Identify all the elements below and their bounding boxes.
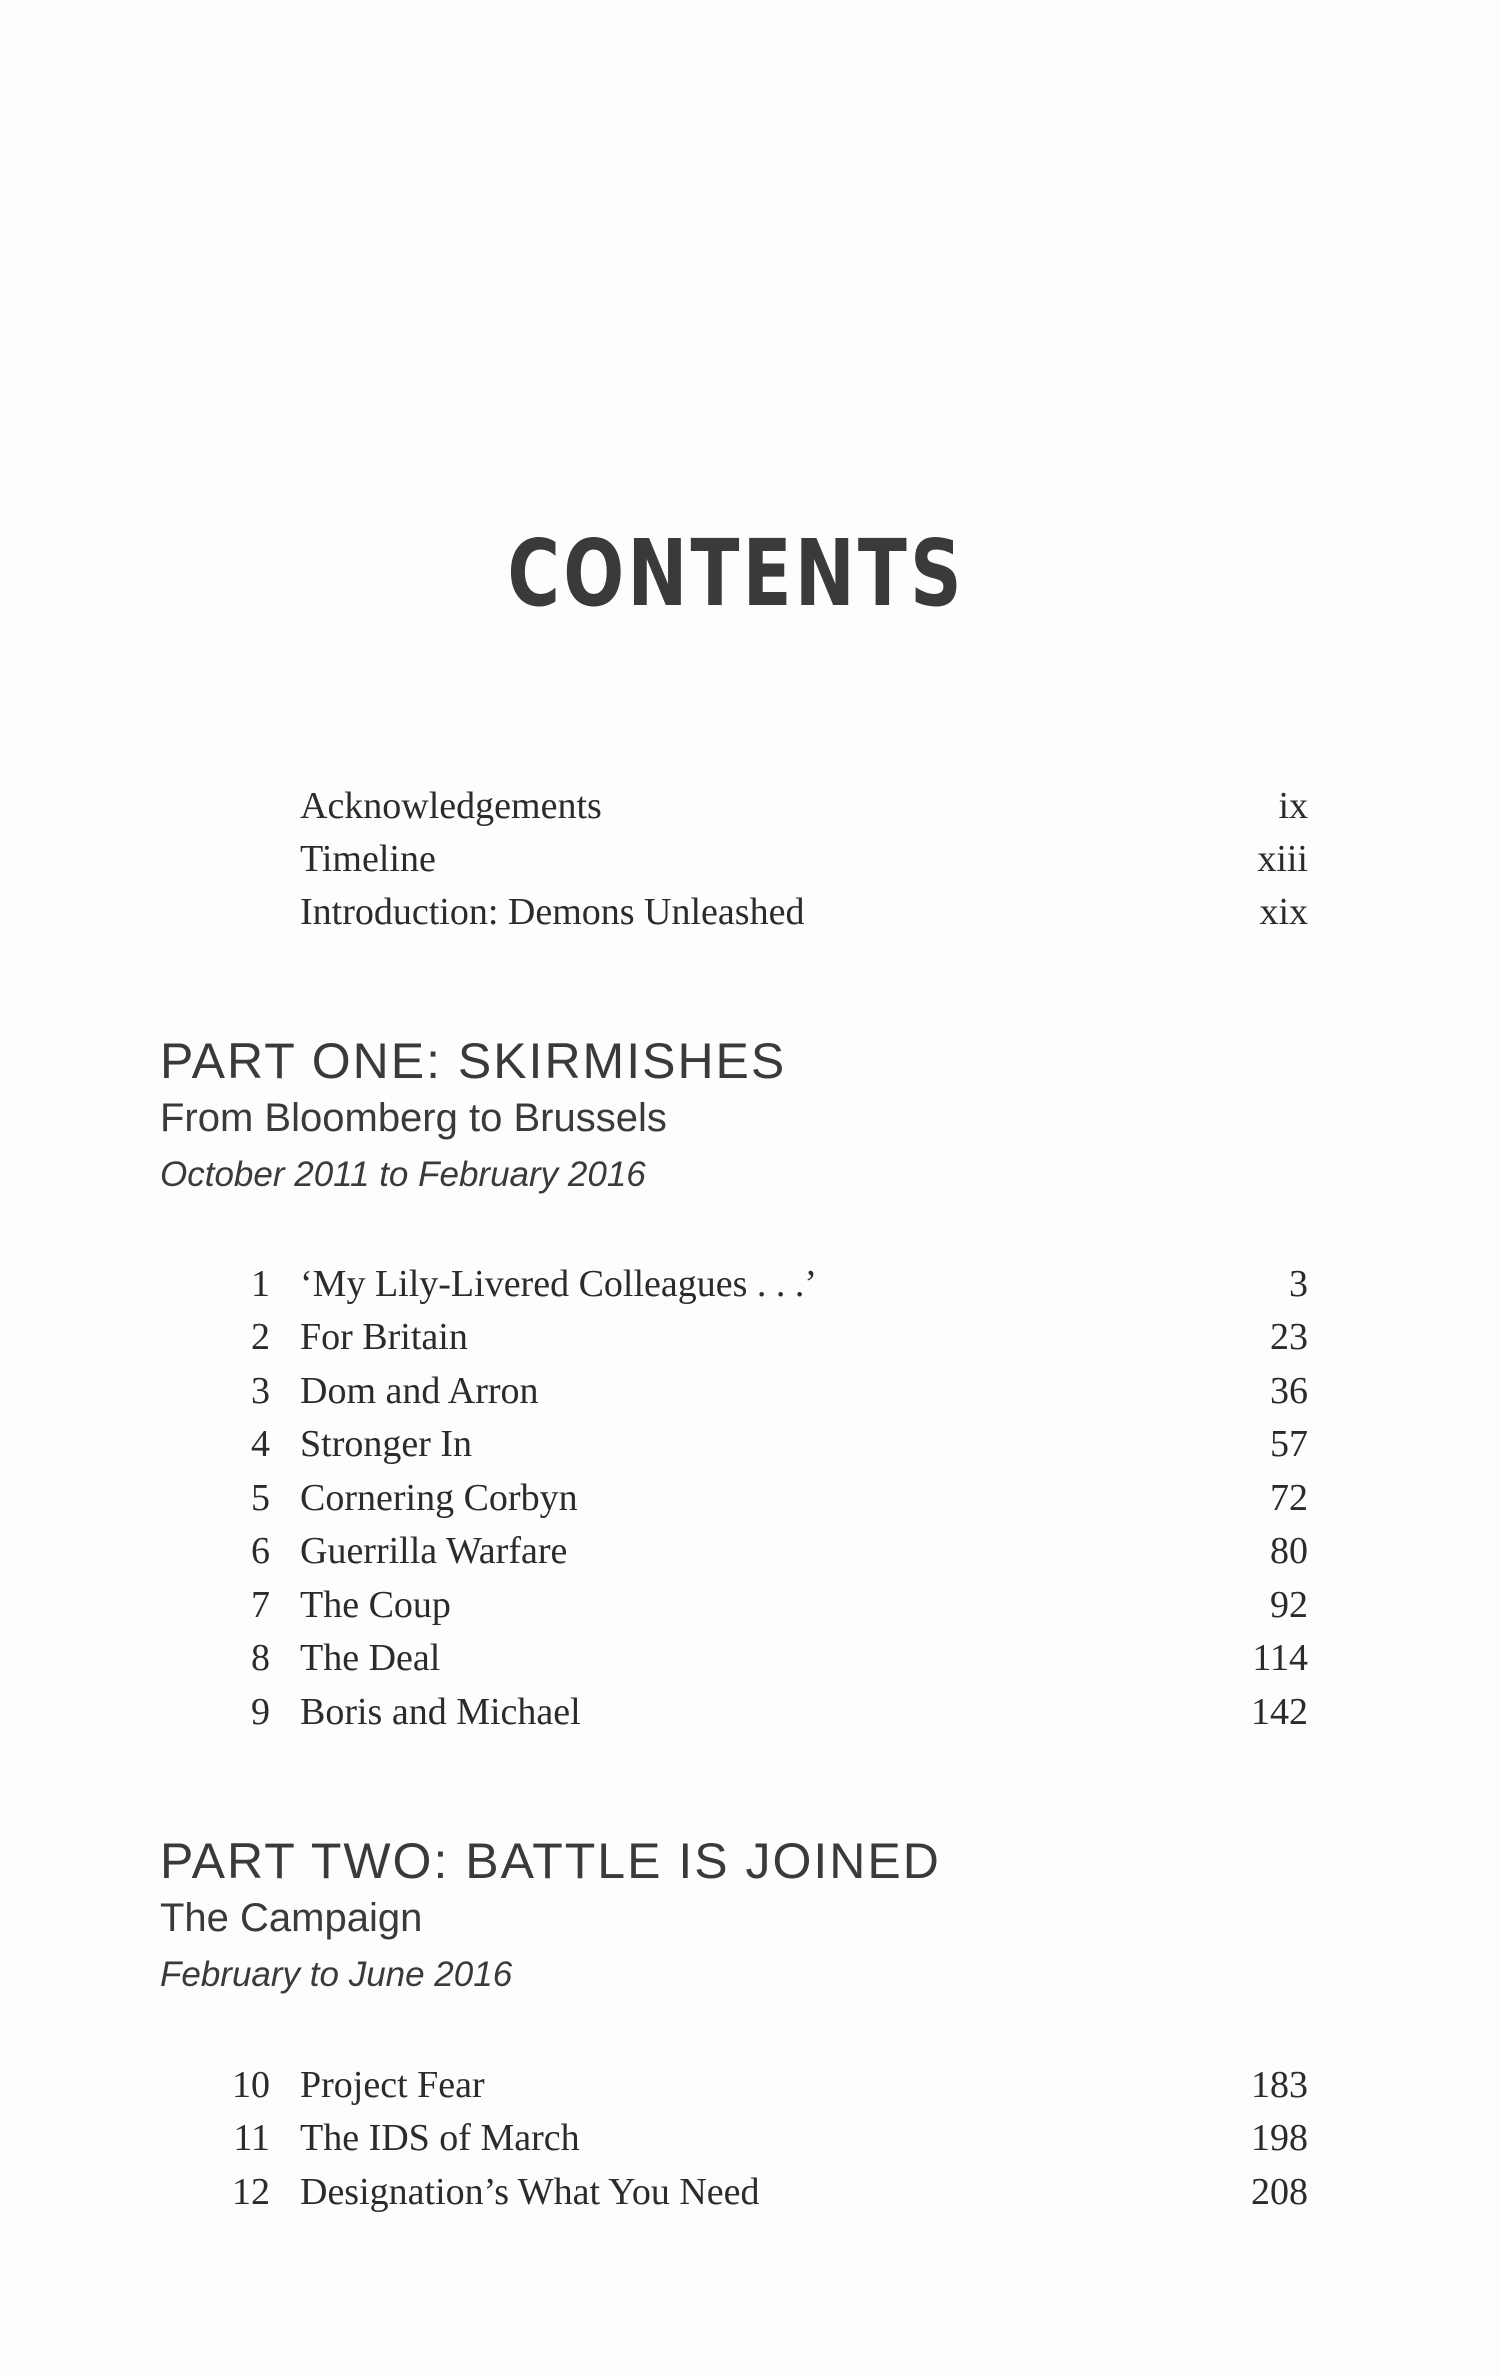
chapter-number: 8	[251, 1637, 270, 1679]
chapter-number: 7	[251, 1584, 270, 1626]
chapter-number: 12	[232, 2171, 270, 2213]
toc-entry-label: Acknowledgements	[300, 785, 602, 827]
toc-entry-timeline	[160, 834, 1308, 884]
chapter-page: 198	[1251, 2117, 1308, 2159]
chapter-number: 4	[251, 1423, 270, 1465]
chapter-number: 5	[251, 1477, 270, 1519]
chapter-entry	[160, 1580, 1308, 1630]
chapter-title: Boris and Michael	[300, 1691, 581, 1733]
chapter-entry	[160, 2060, 1308, 2110]
chapter-number: 3	[251, 1370, 270, 1412]
part-two-dates: February to June 2016	[160, 1955, 513, 1994]
chapter-title: Designation’s What You Need	[300, 2171, 760, 2213]
chapter-page: 208	[1251, 2171, 1308, 2213]
toc-entry-label: Timeline	[300, 838, 436, 880]
toc-entry-label: Introduction: Demons Unleashed	[300, 891, 805, 933]
chapter-title: Project Fear	[300, 2064, 485, 2106]
chapter-entry	[160, 1312, 1308, 1362]
chapter-entry	[160, 1366, 1308, 1416]
chapter-page: 80	[1270, 1530, 1308, 1572]
chapter-number: 1	[251, 1263, 270, 1305]
chapter-title: For Britain	[300, 1316, 468, 1358]
chapter-entry	[160, 1419, 1308, 1469]
chapter-title: Guerrilla Warfare	[300, 1530, 568, 1572]
part-one-heading: PART ONE: SKIRMISHES	[160, 1033, 787, 1089]
chapter-page: 23	[1270, 1316, 1308, 1358]
chapter-page: 57	[1270, 1423, 1308, 1465]
chapter-page: 72	[1270, 1477, 1308, 1519]
chapter-title: The Deal	[300, 1637, 441, 1679]
chapter-title: ‘My Lily-Livered Colleagues . . .’	[300, 1263, 818, 1305]
chapter-title: Dom and Arron	[300, 1370, 539, 1412]
page-title: CONTENTS	[507, 520, 965, 627]
chapter-entry	[160, 1473, 1308, 1523]
toc-entry-page: xiii	[1257, 838, 1308, 880]
part-one-subtitle: From Bloomberg to Brussels	[160, 1096, 667, 1140]
toc-entry-acknowledgements	[160, 781, 1308, 831]
part-one-dates: October 2011 to February 2016	[160, 1155, 646, 1194]
chapter-number: 6	[251, 1530, 270, 1572]
chapter-page: 183	[1251, 2064, 1308, 2106]
chapter-page: 114	[1252, 1637, 1308, 1679]
part-two-heading: PART TWO: BATTLE IS JOINED	[160, 1833, 941, 1889]
chapter-number: 2	[251, 1316, 270, 1358]
chapter-page: 92	[1270, 1584, 1308, 1626]
chapter-entry	[160, 2167, 1308, 2217]
toc-entry-page: xix	[1259, 891, 1308, 933]
chapter-title: Cornering Corbyn	[300, 1477, 578, 1519]
chapter-entry	[160, 2113, 1308, 2163]
chapter-number: 9	[251, 1691, 270, 1733]
chapter-title: The Coup	[300, 1584, 451, 1626]
chapter-page: 142	[1251, 1691, 1308, 1733]
chapter-entry	[160, 1633, 1308, 1683]
chapter-entry	[160, 1687, 1308, 1737]
chapter-number: 11	[233, 2117, 270, 2159]
chapter-entry	[160, 1259, 1308, 1309]
chapter-page: 3	[1289, 1263, 1308, 1305]
part-two-subtitle: The Campaign	[160, 1896, 423, 1940]
chapter-number: 10	[232, 2064, 270, 2106]
chapter-title: Stronger In	[300, 1423, 473, 1465]
chapter-title: The IDS of March	[300, 2117, 580, 2159]
chapter-entry	[160, 1526, 1308, 1576]
toc-entry-introduction	[160, 887, 1308, 937]
chapter-page: 36	[1270, 1370, 1308, 1412]
toc-entry-page: ix	[1278, 785, 1308, 827]
